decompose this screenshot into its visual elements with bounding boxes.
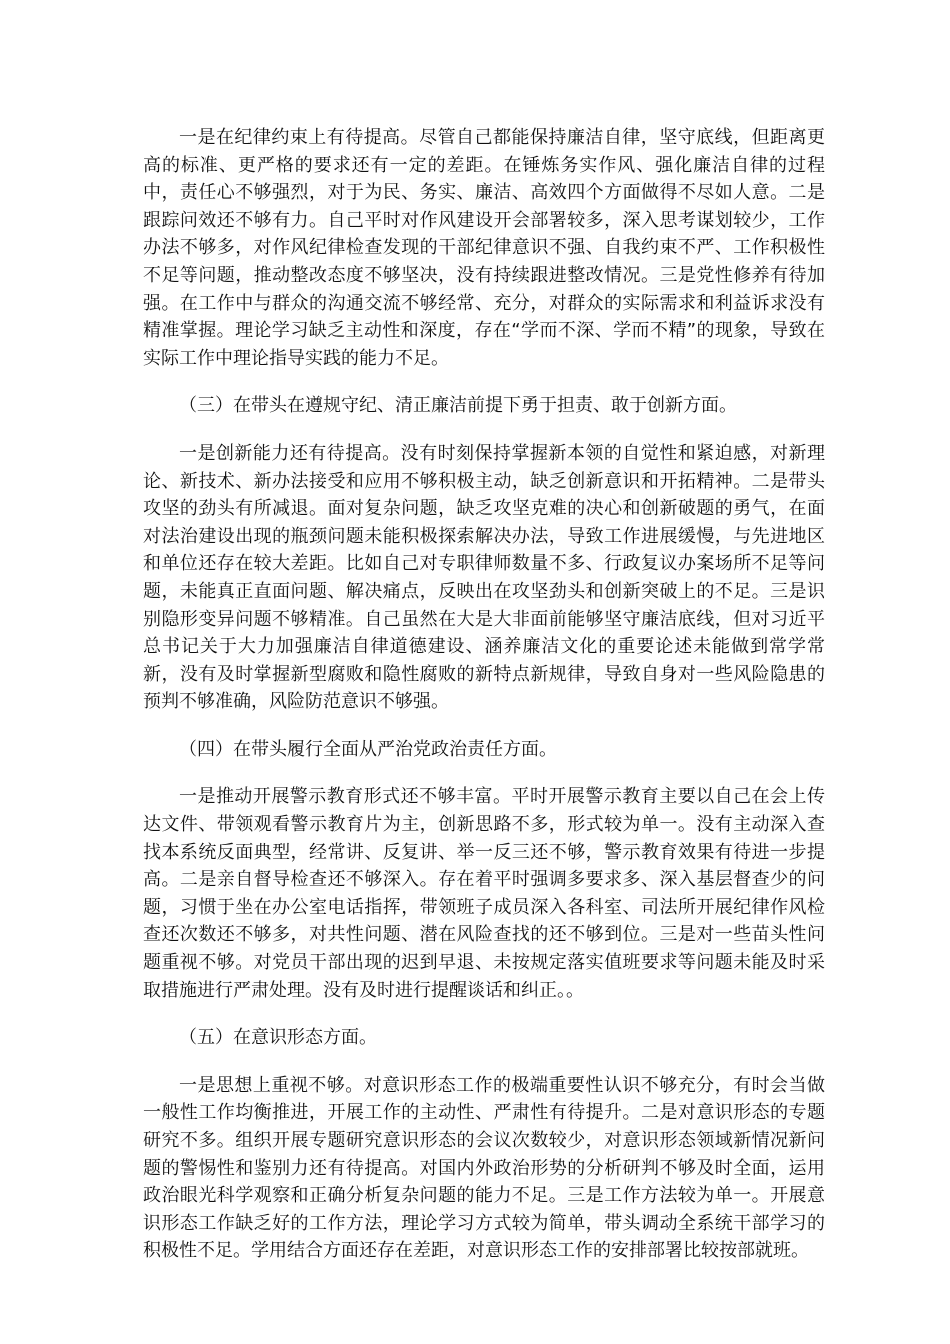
paragraph-innovation-issues: 一是创新能力还有待提高。没有时刻保持掌握新本领的自觉性和紧迫感，对新理论、新技术、新办法接受和应用不够积极主动，缺乏创新意识和开拓精神。二是带头攻坚的劲头有所减退。面对复杂问题，缺乏攻坚克难的决心和创新破题的勇气，在面对法治建设出现的瓶颈问题未能积极探索解决办法，导致工作进展缓慢，与先进地区和单位还存在较大差距。比如自己对专职律师数量不多、行政复议办案场所不足等问题，未能真正直面问题、解决痛点，反映出在攻坚劲头和创新突破上的不足。三是识别隐形变异问题不够精准。自己虽然在大是大非面前能够坚守廉洁底线，但对习近平总书记关于大力加强廉洁自律道德建设、涵养廉洁文化的重要论述未能做到常学常新，没有及时掌握新型腐败和隐性腐败的新特点新规律，导致自身对一些风险隐患的预判不够准确，风险防范意识不够强。 [143,442,825,713]
section-heading-5: （五）在意识形态方面。 [179,1027,377,1049]
paragraph-discipline-issues: 一是在纪律约束上有待提高。尽管自己都能保持廉洁自律，坚守底线，但距离更高的标准、更严格的要求还有一定的差距。在锤炼务实作风、强化廉洁自律的过程中，责任心不够强烈，对于为民、务实、廉洁、高效四个方面做得不尽如人意。二是跟踪问效还不够有力。自己平时对作风建设开会部署较多，深入思考谋划较少，工作办法不够多，对作风纪律检查发现的干部纪律意识不强、自我约束不严、工作积极性不足等问题，推动整改态度不够坚决，没有持续跟进整改情况。三是党性修养有待加强。在工作中与群众的沟通交流不够经常、充分，对群众的实际需求和利益诉求没有精准掌握。理论学习缺乏主动性和深度，存在“学而不深、学而不精”的现象，导致在实际工作中理论指导实践的能力不足。 [143,127,825,369]
section-heading-4: （四）在带头履行全面从严治党政治责任方面。 [179,738,557,760]
paragraph-ideology-issues: 一是思想上重视不够。对意识形态工作的极端重要性认识不够充分，有时会当做一般性工作均衡推进，开展工作的主动性、严肃性有待提升。二是对意识形态的专题研究不多。组织开展专题研究意识形态的会议次数较少，对意识形态领域新情况新问题的警惕性和鉴别力还有待提高。对国内外政治形势的分析研判不够及时全面，运用政治眼光科学观察和正确分析复杂问题的能力不足。三是工作方法较为单一。开展意识形态工作缺乏好的工作方法，理论学习方式较为简单，带头调动全系统干部学习的积极性不足。学用结合方面还存在差距，对意识形态工作的安排部署比较按部就班。 [143,1074,825,1262]
document-body [143,124,825,1285]
section-heading-3: （三）在带头在遵规守纪、清正廉洁前提下勇于担责、敢于创新方面。 [179,395,737,417]
paragraph-party-responsibility-issues: 一是推动开展警示教育形式还不够丰富。平时开展警示教育主要以自己在会上传达文件、带领观看警示教育片为主，创新思路不多，形式较为单一。没有主动深入查找本系统反面典型，经常讲、反复讲、举一反三还不够，警示教育效果有待进一步提高。二是亲自督导检查还不够深入。存在着平时强调多要求多、深入基层督查少的问题，习惯于坐在办公室电话指挥，带领班子成员深入各科室、司法所开展纪律作风检查还次数还不够多，对共性问题、潜在风险查找的还不够到位。三是对一些苗头性问题重视不够。对党员干部出现的迟到早退、未按规定落实值班要求等问题未能及时采取措施进行严肃处理。没有及时进行提醒谈话和纠正。。 [143,786,825,1001]
